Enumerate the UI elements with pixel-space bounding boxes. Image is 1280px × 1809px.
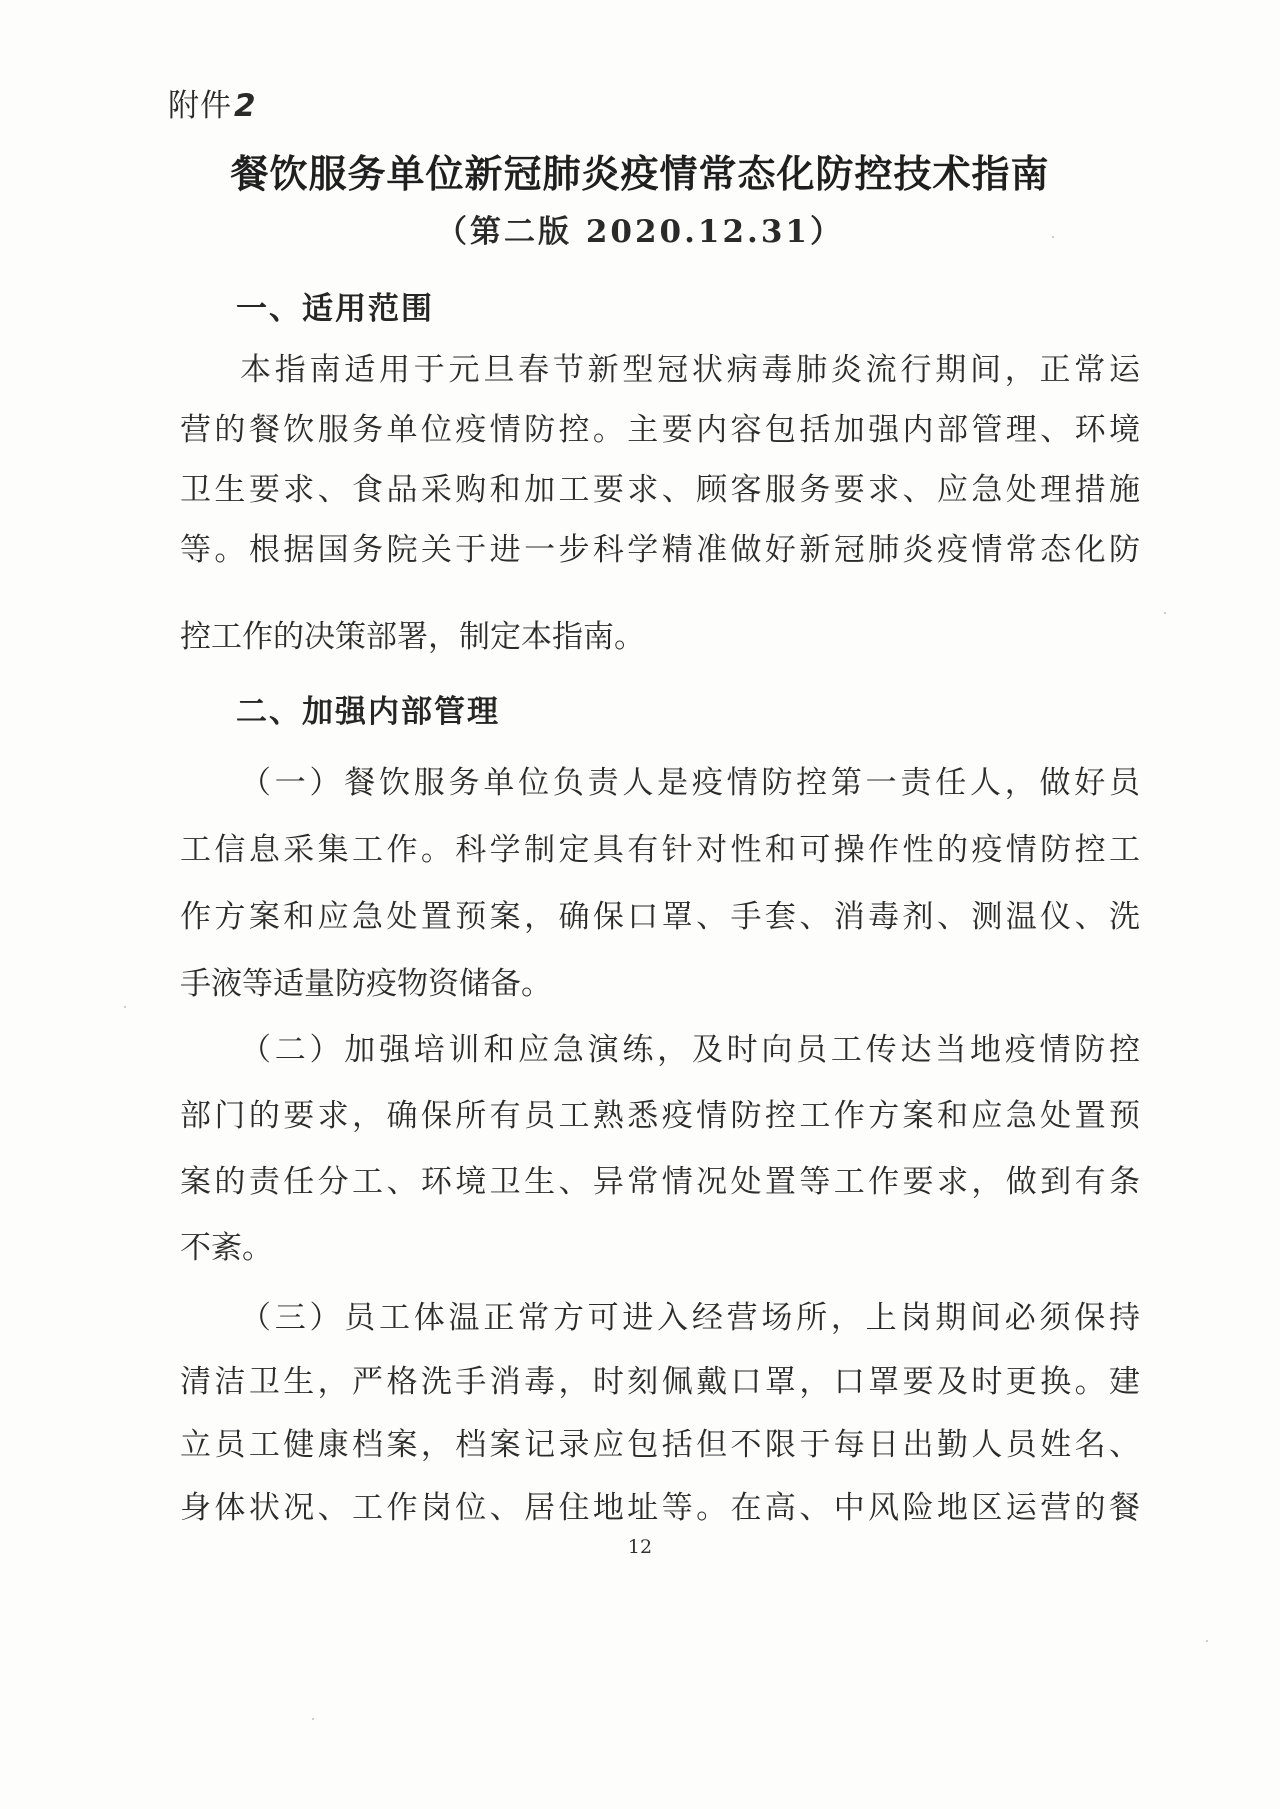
section-heading-scope: 一、适用范围 <box>236 291 434 327</box>
scan-speck <box>1206 1640 1208 1642</box>
paragraph-line: 清洁卫生，严格洗手消毒，时刻佩戴口罩，口罩要及时更换。建 <box>180 1364 1140 1400</box>
paragraph-line: （三）员工体温正常方可进入经营场所，上岗期间必须保持 <box>240 1300 1140 1336</box>
paragraph-line: 工信息采集工作。科学制定具有针对性和可操作性的疫情防控工 <box>180 832 1140 868</box>
paragraph-line: 立员工健康档案，档案记录应包括但不限于每日出勤人员姓名、 <box>180 1427 1140 1463</box>
paragraph-line: （二）加强培训和应急演练，及时向员工传达当地疫情防控 <box>240 1032 1140 1068</box>
attachment-label <box>168 80 257 125</box>
attachment-text: 附件 <box>168 88 232 124</box>
section-heading-internal-management: 二、加强内部管理 <box>236 694 500 730</box>
attachment-number: 2 <box>234 88 257 124</box>
paragraph-line: 控工作的决策部署，制定本指南。 <box>180 619 645 655</box>
scan-speck <box>1164 612 1166 614</box>
paragraph-line: 手液等适量防疫物资储备。 <box>180 966 552 1002</box>
page-number: 12 <box>627 1536 653 1558</box>
paragraph-line: 不紊。 <box>180 1230 273 1266</box>
paragraph-line: 营的餐饮服务单位疫情防控。主要内容包括加强内部管理、环境 <box>180 412 1140 448</box>
scan-speck <box>312 1718 314 1720</box>
paragraph-line: 卫生要求、食品采购和加工要求、顾客服务要求、应急处理措施 <box>180 472 1140 508</box>
document-title: 餐饮服务单位新冠肺炎疫情常态化防控技术指南 <box>230 152 1050 196</box>
paragraph-line: （一）餐饮服务单位负责人是疫情防控第一责任人，做好员 <box>240 765 1140 801</box>
paragraph-line: 等。根据国务院关于进一步科学精准做好新冠肺炎疫情常态化防 <box>180 532 1140 568</box>
paragraph-line: 作方案和应急处置预案，确保口罩、手套、消毒剂、测温仪、洗 <box>180 899 1140 935</box>
paragraph-line: 部门的要求，确保所有员工熟悉疫情防控工作方案和应急处置预 <box>180 1098 1140 1134</box>
paragraph-line: 身体状况、工作岗位、居住地址等。在高、中风险地区运营的餐 <box>180 1490 1140 1526</box>
scan-speck <box>124 1006 126 1008</box>
paragraph-line: 本指南适用于元旦春节新型冠状病毒肺炎流行期间，正常运 <box>240 352 1140 388</box>
paragraph-line: 案的责任分工、环境卫生、异常情况处置等工作要求，做到有条 <box>180 1164 1140 1200</box>
scan-speck <box>1052 236 1054 238</box>
document-subtitle: （第二版 2020.12.31） <box>436 214 844 250</box>
